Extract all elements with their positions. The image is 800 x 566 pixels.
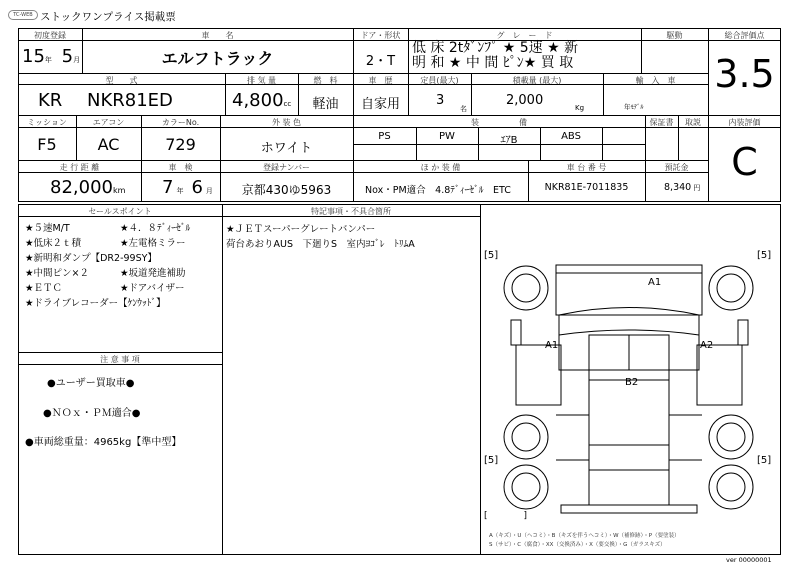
brand-logo: TC-WEB	[8, 10, 38, 20]
label-fuel: 燃 料	[313, 76, 338, 85]
color-no-value: 729	[165, 135, 196, 154]
label-equipment: 装 備	[471, 118, 527, 127]
label-exterior: 外 装 色	[271, 118, 302, 127]
equipment-pw: PW	[439, 131, 455, 142]
label-inspection: 車 検	[168, 163, 193, 172]
car-name-value: エルフトラック	[161, 49, 274, 68]
capacity-unit: 名	[460, 105, 467, 113]
special-note-2: 荷台あおりAUS 下廻りS 室内ﾖｺﾞﾚ ﾄﾘﾑA	[226, 239, 415, 250]
sales-point-row: ★新明和ダンプ【DR2-99SY】	[25, 253, 157, 264]
label-other-eq: ほ か 装 備	[420, 163, 461, 172]
sales-point-row: ★ＥＴＣ ★ドアバイザー	[25, 283, 185, 294]
deposit-value: 8,340 円	[664, 182, 701, 193]
month-unit: 月	[73, 56, 81, 64]
label-deposit: 預託金	[664, 163, 689, 172]
transmission-value: F5	[37, 135, 57, 154]
diagram-legend-1: A（キズ）・U（ヘコミ）・B（キズを伴うヘコミ）・W（補修跡）・P（要塗装）	[489, 533, 680, 539]
sales-point-row: ★５速M/T ★４．８ﾃﾞｨｰｾﾞﾙ	[25, 223, 191, 234]
sales-point-row: ★ドライブレコーダー【ｹﾝｳｯﾄﾞ】	[25, 298, 166, 309]
label-overall-score: 総合評価点	[724, 31, 765, 40]
label-load: 積載量 (最大)	[512, 76, 562, 85]
label-category: 車 歴	[368, 76, 393, 85]
label-plate: 登録ナンバー	[262, 163, 311, 172]
diagram-mark-tl: [5]	[484, 250, 499, 261]
usage-value: 自家用	[360, 97, 400, 112]
ac-value: AC	[97, 135, 120, 154]
label-first-reg: 初度登録	[34, 31, 66, 40]
equipment-abs: ABS	[561, 131, 581, 142]
diagram-bracket: [ ]	[484, 511, 528, 521]
label-record-book: 取説	[685, 118, 701, 127]
label-capacity: 定員(最大)	[420, 76, 459, 85]
interior-score-value: C	[731, 140, 758, 184]
model-prefix: KR	[38, 90, 63, 111]
import-note: 年ﾓﾃﾞﾙ	[624, 103, 644, 111]
equipment-airbag: ｴｱB	[500, 135, 518, 146]
load-value: 2,000	[506, 93, 544, 108]
year-unit: 年	[44, 56, 52, 64]
displacement-value: 4,800cc	[232, 90, 292, 111]
diagram-mark-bl: [5]	[484, 455, 499, 466]
label-drive: 駆動	[666, 31, 683, 40]
fuel-value: 軽油	[312, 97, 339, 112]
grade-line-1: 低 床 2tﾀﾞﾝﾌﾟ ★ 5速 ★ 新	[412, 40, 579, 56]
label-sales-points: セールスポイント	[88, 207, 152, 216]
mileage-value: 82,000km	[50, 177, 126, 198]
grade-line-2: 明 和 ★ 中 間 ﾋﾟﾝ★ 買 取	[412, 55, 574, 71]
label-car-name: 車 名	[201, 31, 234, 40]
door-shape-value: 2・T	[365, 54, 396, 69]
caution-3: ●車両総重量：4965kg【準中型】	[25, 437, 182, 448]
diagram-mark-a2: A2	[700, 340, 714, 351]
sales-point-row: ★低床２ｔ積 ★左電格ミラー	[25, 238, 186, 249]
label-chassis: 車 台 番 号	[566, 163, 607, 172]
sales-point-row: ★中間ピン×２ ★坂道発進補助	[25, 268, 186, 279]
caution-2: ●ＮＯｘ・ＰＭ適合●	[43, 408, 141, 419]
label-warranty: 保証書	[649, 118, 674, 127]
first-reg-month: 5	[61, 46, 74, 67]
diagram-mark-tr: [5]	[757, 250, 772, 261]
label-notes: 注 意 事 項	[100, 355, 140, 364]
label-mileage: 走 行 距 離	[59, 163, 100, 172]
inspection-value: 7 年 6 月	[162, 177, 213, 198]
overall-score-value: 3.5	[714, 52, 775, 96]
label-displacement: 排 気 量	[246, 76, 277, 85]
first-reg-year: 15	[22, 46, 45, 67]
other-equipment-value: Nox・PM適合 4.8ﾃﾞｨｰｾﾞﾙ ETC	[365, 185, 511, 196]
special-note-1: ★ＪＥＴスーパーグレートバンパー	[226, 224, 376, 235]
label-model: 型 式	[105, 76, 138, 85]
equipment-ps: PS	[378, 131, 391, 142]
label-special: 特記事項・不具合箇所	[311, 207, 391, 216]
label-import: 輸 入 車	[635, 76, 676, 85]
diagram-mark-a1-hood: A1	[648, 277, 662, 288]
load-unit: Kg	[575, 104, 585, 112]
label-color-no: カラーNo.	[161, 118, 200, 127]
label-grade: グ レ ー ド	[496, 31, 553, 40]
chassis-value: NKR81E-7011835	[544, 182, 629, 193]
label-transmission: ミッション	[27, 118, 67, 127]
diagram-mark-b2: B2	[625, 377, 639, 388]
sheet-title: ストックワンプライス掲載票	[40, 11, 176, 23]
plate-value: 京都430ゆ5963	[241, 183, 332, 197]
diagram-mark-a1-left: A1	[545, 340, 559, 351]
model-value: NKR81ED	[87, 90, 173, 111]
label-interior: 内装評価	[728, 118, 761, 127]
sales-points-list	[25, 221, 190, 311]
capacity-value: 3	[436, 93, 445, 108]
caution-1: ●ユーザー買取車●	[47, 378, 135, 389]
diagram-mark-br: [5]	[757, 455, 772, 466]
label-ac: エアコン	[92, 118, 125, 127]
version-label: ver 00000001	[726, 556, 772, 564]
diagram-legend-2: S（サビ）・C（腐食）・XX（交換済み）・X（要交換）・G（ガラスキズ）	[489, 542, 666, 548]
first-reg-value	[22, 46, 80, 67]
exterior-value: ホワイト	[260, 141, 313, 156]
label-door-shape: ドア・形状	[360, 31, 401, 40]
